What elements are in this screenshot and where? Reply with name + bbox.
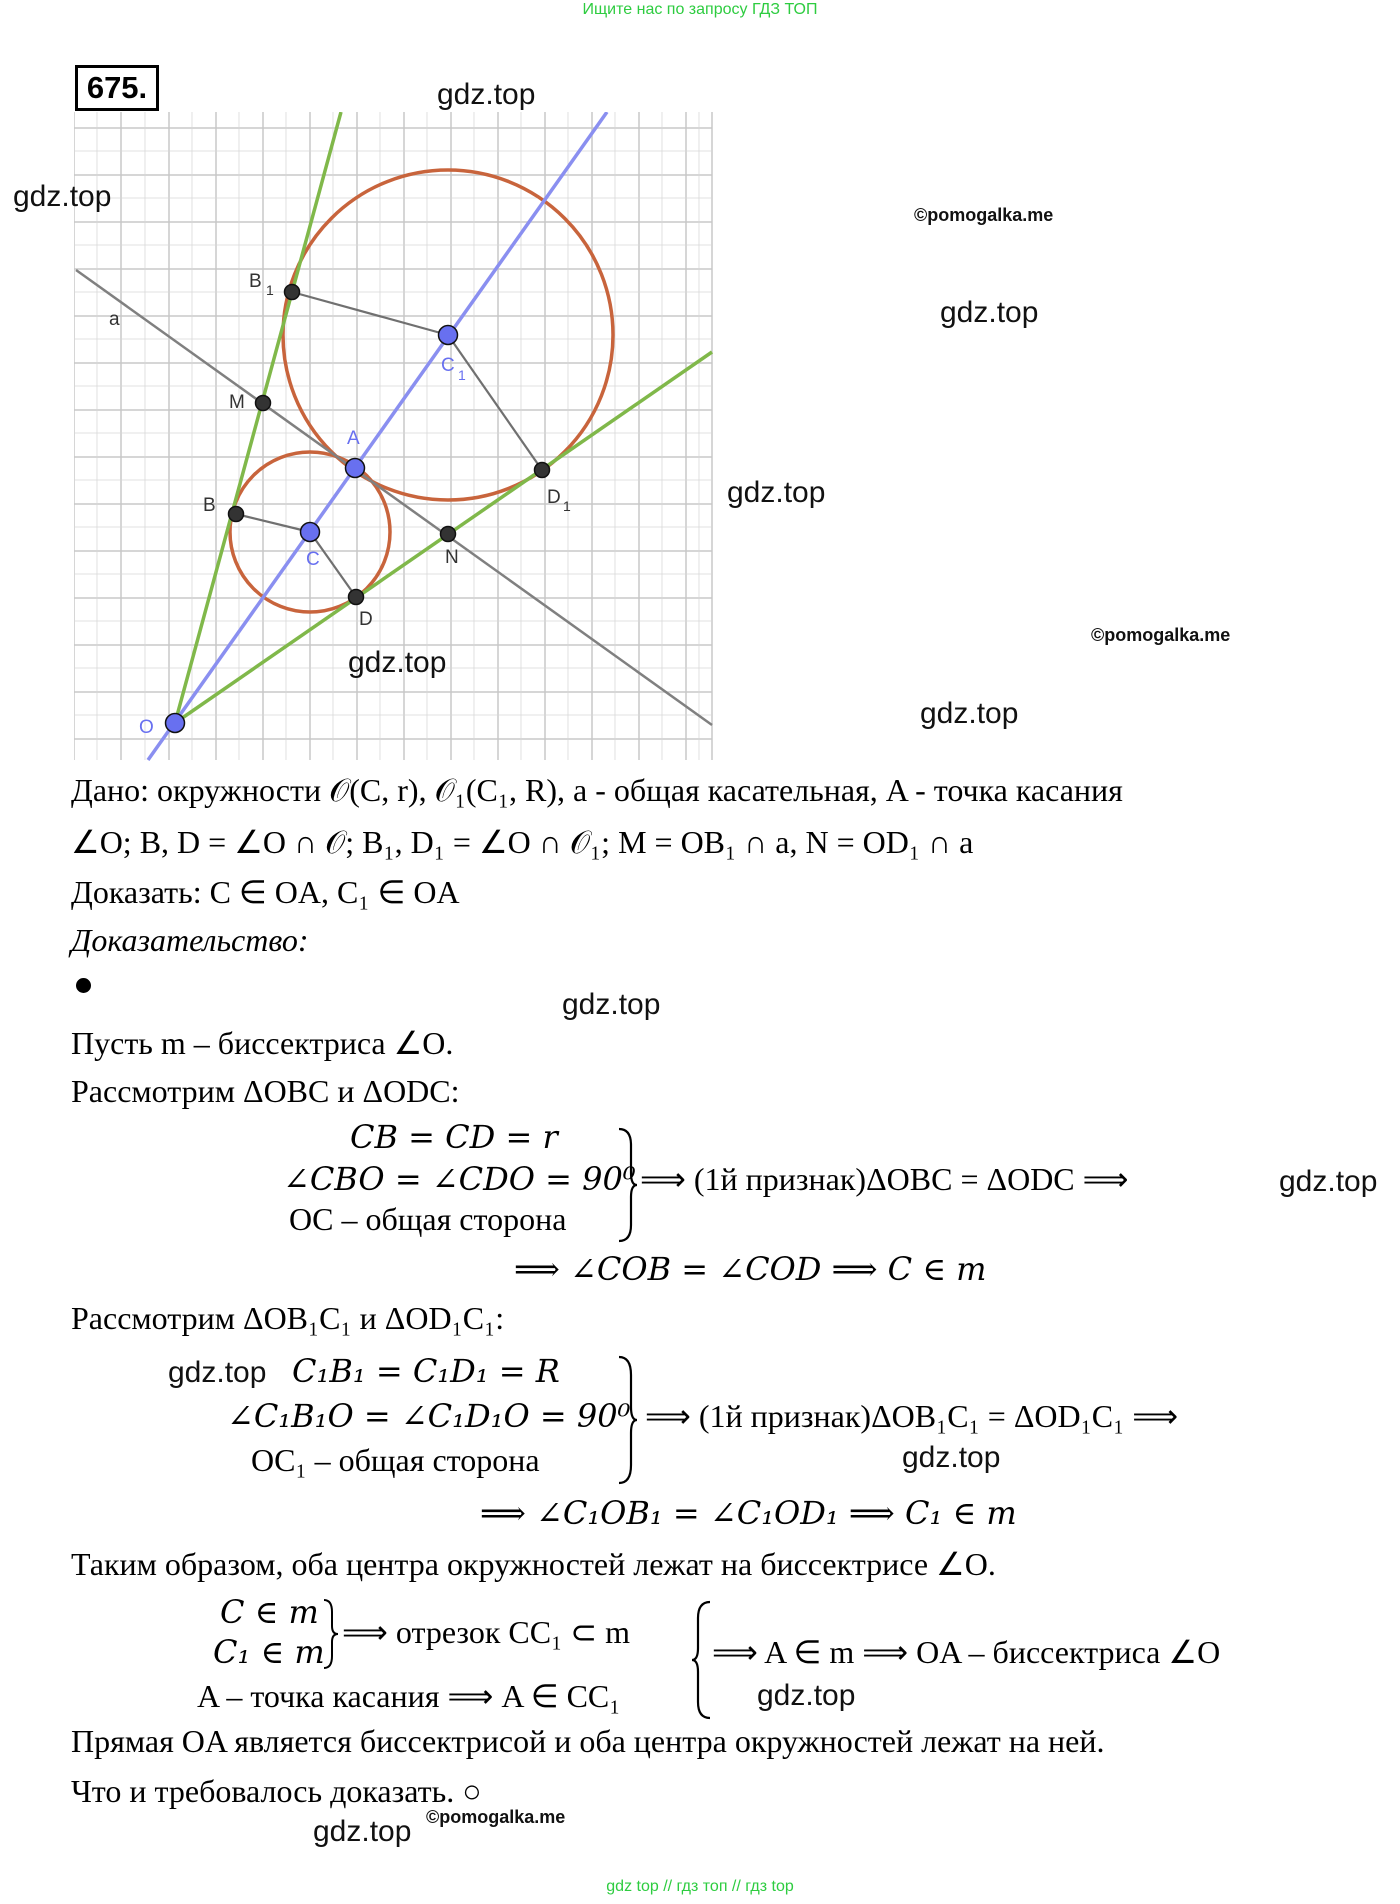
watermark-11: gdz.top bbox=[757, 1679, 856, 1712]
system1-brace bbox=[617, 1127, 639, 1243]
system2-line3: OC₁ – общая сторона bbox=[251, 1442, 540, 1478]
watermark-2: gdz.top bbox=[13, 180, 112, 213]
watermark-7: gdz.top bbox=[562, 988, 661, 1021]
given-line-1: Дано: окружности 𝒪(C, r), 𝒪₁(C₁, R), a - общая касательная, A - точка касания bbox=[71, 772, 1123, 808]
system1-line2: ∠CBO = ∠CDO = 90⁰ bbox=[283, 1160, 636, 1198]
watermark-8: gdz.top bbox=[1279, 1165, 1378, 1198]
consider-1: Рассмотрим ΔOBC и ΔODC: bbox=[71, 1073, 460, 1109]
copyright-2: ©pomogalka.me bbox=[1091, 625, 1231, 645]
label-a-line: a bbox=[109, 309, 120, 330]
system1-conclusion: ⟹ ∠COB = ∠COD ⟹ C ∈ m bbox=[514, 1250, 987, 1288]
system2-brace bbox=[617, 1355, 639, 1485]
bullet bbox=[76, 978, 91, 993]
point-c1 bbox=[439, 326, 458, 345]
label-n: N bbox=[445, 547, 459, 568]
line-oa-bisector: Прямая OA является биссектрисой и оба центра окружностей лежат на ней. bbox=[71, 1723, 1105, 1759]
label-d: D bbox=[359, 609, 373, 630]
qed-line: Что и требовалось доказать. ○ bbox=[71, 1773, 482, 1809]
copyright-3: ©pomogalka.me bbox=[426, 1807, 566, 1827]
label-c1-sub: 1 bbox=[458, 367, 466, 383]
label-c1: C bbox=[441, 355, 455, 376]
side-ob bbox=[175, 112, 341, 723]
label-d1-sub: 1 bbox=[563, 498, 571, 514]
let-m-line: Пусть m – биссектриса ∠O. bbox=[71, 1025, 454, 1061]
watermark-5: gdz.top bbox=[348, 646, 447, 679]
system3-result: ⟹ A ∈ m ⟹ OA – биссектриса ∠O bbox=[712, 1634, 1221, 1670]
label-b1: B bbox=[249, 271, 262, 292]
system1-line3: OC – общая сторона bbox=[289, 1201, 567, 1237]
label-b: B bbox=[203, 495, 216, 516]
point-b1 bbox=[285, 285, 300, 300]
label-c: C bbox=[306, 549, 320, 570]
label-m: M bbox=[229, 392, 245, 413]
watermark-1: gdz.top bbox=[437, 78, 536, 111]
label-b1-sub: 1 bbox=[266, 282, 274, 298]
footer-links[interactable]: gdz top // гдз топ // гдз top bbox=[606, 1878, 794, 1895]
system2-conclusion: ⟹ ∠C₁OB₁ = ∠C₁OD₁ ⟹ C₁ ∈ m bbox=[480, 1494, 1017, 1532]
point-d bbox=[349, 590, 364, 605]
system3-line1: C ∈ m bbox=[220, 1593, 319, 1631]
watermark-10: gdz.top bbox=[902, 1441, 1001, 1474]
label-a: A bbox=[347, 428, 360, 449]
watermark-4: gdz.top bbox=[727, 476, 826, 509]
point-a bbox=[346, 459, 365, 478]
point-c bbox=[301, 523, 320, 542]
watermark-3: gdz.top bbox=[940, 296, 1039, 329]
watermark-6: gdz.top bbox=[920, 697, 1019, 730]
system1-line1: CB = CD = r bbox=[350, 1118, 558, 1156]
consider-2: Рассмотрим ΔOB₁C₁ и ΔOD₁C₁: bbox=[71, 1300, 505, 1336]
proof-title: Доказательство: bbox=[71, 922, 309, 958]
thus-line: Таким образом, оба центра окружностей лежат на биссектрисе ∠O. bbox=[71, 1546, 996, 1582]
system2-line1: C₁B₁ = C₁D₁ = R bbox=[292, 1352, 560, 1390]
label-o: O bbox=[139, 717, 154, 738]
system3-outer-brace bbox=[690, 1600, 712, 1720]
point-m bbox=[256, 396, 271, 411]
given-line-2: ∠O; B, D = ∠O ∩ 𝒪; B₁, D₁ = ∠O ∩ 𝒪₁; M = OB₁ ∩ a, N = OD₁ ∩ a bbox=[71, 824, 974, 860]
point-b bbox=[229, 507, 244, 522]
watermark-9: gdz.top bbox=[168, 1356, 267, 1389]
system2-line2: ∠C₁B₁O = ∠C₁D₁O = 90⁰ bbox=[227, 1397, 631, 1435]
system3-line2: C₁ ∈ m bbox=[213, 1633, 325, 1671]
point-o bbox=[166, 714, 185, 733]
system3-inner-brace bbox=[322, 1598, 340, 1670]
system3-middle: ⟹ отрезок CC₁ ⊂ m bbox=[342, 1614, 630, 1650]
system1-result: ⟹ (1й признак)ΔOBC = ΔODC ⟹ bbox=[640, 1161, 1129, 1197]
system2-result: ⟹ (1й признак)ΔOB₁C₁ = ΔOD₁C₁ ⟹ bbox=[645, 1398, 1179, 1434]
label-d1: D bbox=[547, 487, 561, 508]
system3-line3: A – точка касания ⟹ A ∈ CC₁ bbox=[197, 1678, 621, 1714]
task-number: 675. bbox=[75, 65, 159, 111]
point-d1 bbox=[535, 463, 550, 478]
top-site-hint[interactable]: Ищите нас по запросу ГДЗ ТОП bbox=[582, 1, 818, 18]
point-n bbox=[441, 527, 456, 542]
copyright-1: ©pomogalka.me bbox=[914, 205, 1054, 225]
watermark-12: gdz.top bbox=[313, 1815, 412, 1848]
prove-line: Доказать: C ∈ OA, C₁ ∈ OA bbox=[71, 874, 460, 910]
